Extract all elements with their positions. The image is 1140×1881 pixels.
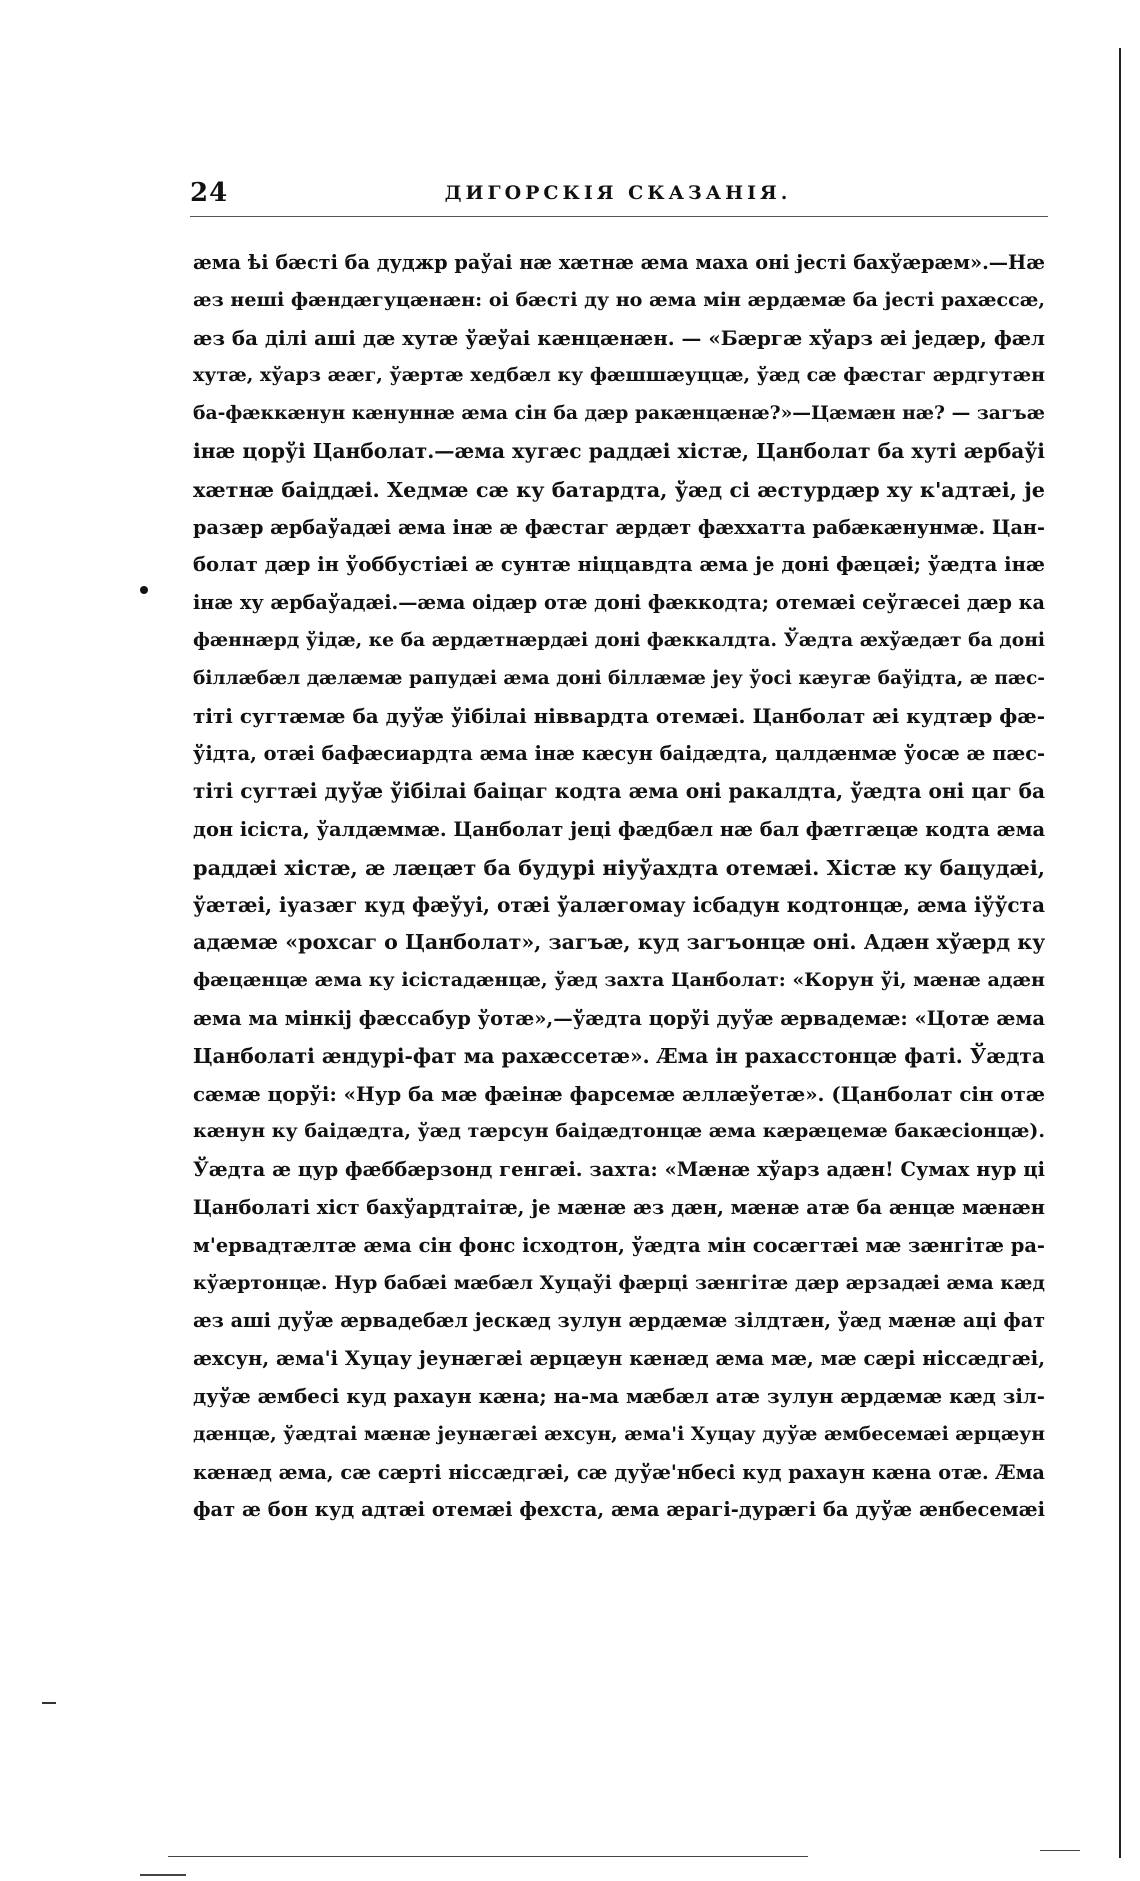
text-line: інæ цорўі Цанболат.—æма хугæс раддæі хістæ, Цанболат ба хуті æрбаўі bbox=[193, 438, 1045, 463]
text-line: дуўæ æмбесі куд рахаун кæна; на-ма мæбæл атæ зулун æрдæмæ кæд зіл- bbox=[193, 1383, 1045, 1408]
text-line: хæтнæ баіддæі. Хедмæ сæ ку батардта, ўæд сі æстурдæр ху к'адтæі, jе bbox=[193, 476, 1045, 502]
page-header bbox=[190, 178, 1046, 212]
bottom-scan-mark bbox=[140, 1874, 186, 1876]
text-line: кўæртонцæ. Нур бабæі мæбæл Хуцаўі фæрці зæнгітæ дæр æрзадæі æма кæд bbox=[193, 1271, 1045, 1294]
text-line: хутæ, хўарз ææг, ўæртæ хедбæл ку фæшшæуццæ, ўæд сæ фæстаг æрдгутæн bbox=[193, 364, 1045, 387]
body-text bbox=[193, 244, 1045, 1529]
margin-dot bbox=[140, 586, 148, 594]
running-head: ДИГОРСКІЯ СКАЗАНІЯ. bbox=[444, 182, 792, 204]
text-line: раддæі хістæ, æ лæцæт ба будурі ніуўахдта отемæі. Хістæ ку бацудæі, bbox=[193, 854, 1045, 880]
text-line: ўідта, отæі бафæсиардта æма інæ кæсун баідæдта, цалдæнмæ ўосæ æ пæс- bbox=[193, 742, 1045, 766]
text-line: болат дæр ін ўоббустіæі æ сунтæ ніццавдта æма jе доні фæцæі; ўæдта інæ bbox=[193, 553, 1045, 577]
text-line: біллæбæл дæлæмæ рапудæі æма доні біллæмæ jеу ўосі кæугæ баўідта, æ пæс- bbox=[193, 667, 1045, 689]
text-line: Ўæдта æ цур фæббæрзонд генгæі. захта: «Мæнæ хўарз адæн! Сумах нур ці bbox=[193, 1158, 1045, 1182]
text-line: æхсун, æма'і Хуцау jеунæгæі æрцæун кæнæд æма мæ, мæ сæрі ніссæдгæі, bbox=[193, 1347, 1045, 1371]
text-line: дæнцæ, ўæдтаі мæнæ jеунæгæі æхсун, æма'і Хуцау дуўæ æмбесемæі æрцæун bbox=[193, 1422, 1045, 1445]
text-line: ба-фæккæнун кæнуннæ æма сін ба дæр ракæнцæнæ?»—Цæмæн нæ? — загъæ bbox=[193, 402, 1045, 425]
text-line: адæмæ «рохсаг о Цанболат», загъæ, куд загъонцæ оні. Адæн хўæрд ку bbox=[193, 930, 1045, 955]
text-line: разæр æрбаўадæі æма інæ æ фæстаг æрдæт фæххатта рабæкæнунмæ. Цан- bbox=[193, 515, 1045, 539]
text-line: Цанболаті æндурі-фат ма рахæссетæ». Æма ін рахасстонцæ фаті. Ўæдта bbox=[193, 1043, 1045, 1068]
text-line: м'ервадтæлтæ æма сін фонс ісходтон, ўæдта мін сосæгтæі мæ зæнгітæ ра- bbox=[193, 1233, 1045, 1257]
scan-edge-line bbox=[1119, 48, 1121, 1858]
text-line: ўæтæі, іуазæг куд фæўуі, отæі ўалæгомау ісбадун кодтонцæ, æма іўўста bbox=[193, 892, 1045, 917]
text-line: æз аші дуўæ æрвадебæл jескæд зулун æрдæмæ зілдтæн, ўæд мæнæ аці фат bbox=[193, 1309, 1045, 1333]
text-line: сæмæ цорўі: «Нур ба мæ фæінæ фарсемæ æллæўетæ». (Цанболат сін отæ bbox=[193, 1081, 1045, 1106]
text-line: фæцæнцæ æма ку ісістадæнцæ, ўæд захта Цанболат: «Корун ўі, мæнæ адæн bbox=[193, 969, 1045, 992]
text-line: фæннæрд ўідæ, ке ба æрдæтнæрдæі доні фæккалдта. Ўæдта æхўæдæт ба доні bbox=[193, 628, 1045, 651]
text-line: Цанболаті хіст бахўардтаітæ, jе мæнæ æз дæн, мæнæ атæ ба æнцæ мæнæн bbox=[193, 1195, 1045, 1219]
text-line: æз неші фæндæгуцæнæн: оі бæсті ду но æма мін æрдæмæ ба jecті рахæссæ, bbox=[193, 288, 1045, 311]
bottom-scan-mark-right bbox=[1040, 1850, 1080, 1851]
text-line: кæнун ку баідæдта, ўæд тæрсун баідæдтонцæ æма кæрæцемæ бакæсіонцæ). bbox=[193, 1120, 1045, 1143]
header-rule bbox=[190, 216, 1048, 217]
text-line: фат æ бон куд адтæі отемæі фехста, æма æрагі-дурæгі ба дуўæ æнбесемæі bbox=[193, 1498, 1045, 1522]
text-line: тіті сугтæмæ ба дуўæ ўібілаі ніввардта отемæі. Цанболат æі кудтæр фæ- bbox=[193, 703, 1045, 728]
margin-mark bbox=[42, 1702, 56, 1704]
bottom-scan-line bbox=[168, 1856, 808, 1857]
text-line: кæнæд æма, сæ сæрті ніссæдгæі, сæ дуўæ'нбесі куд рахаун кæна отæ. Æма bbox=[193, 1460, 1045, 1484]
page-number: 24 bbox=[190, 178, 229, 208]
text-line: æз ба ділі аші дæ хутæ ўæўаі кæнцæнæн. — «Бæргæ хўарз æі jедæр, фæл bbox=[193, 325, 1045, 350]
text-line: інæ ху æрбаўадæі.—æма оідæр отæ доні фæккодта; отемæі сеўгæсеі дæр ка bbox=[193, 591, 1045, 615]
text-line: дон ісіста, ўалдæммæ. Цанболат jеці фæдбæл нæ бал фæтгæцæ кодта æма bbox=[193, 817, 1045, 841]
text-line: æма ма мінкij фæссабур ўотæ»,—ўæдта цорўі дуўæ æрвадемæ: «Цотæ æма bbox=[193, 1006, 1045, 1030]
text-line: æма ѣі бæсті ба дуджр раўаі нæ хæтнæ æма маха оні jecті бахўæрæм».—Нæ bbox=[193, 251, 1045, 274]
text-line: тіті сугтæі дуўæ ўібілаі баіцаг кодта æма оні ракалдта, ўæдта оні цаг ба bbox=[193, 779, 1045, 804]
